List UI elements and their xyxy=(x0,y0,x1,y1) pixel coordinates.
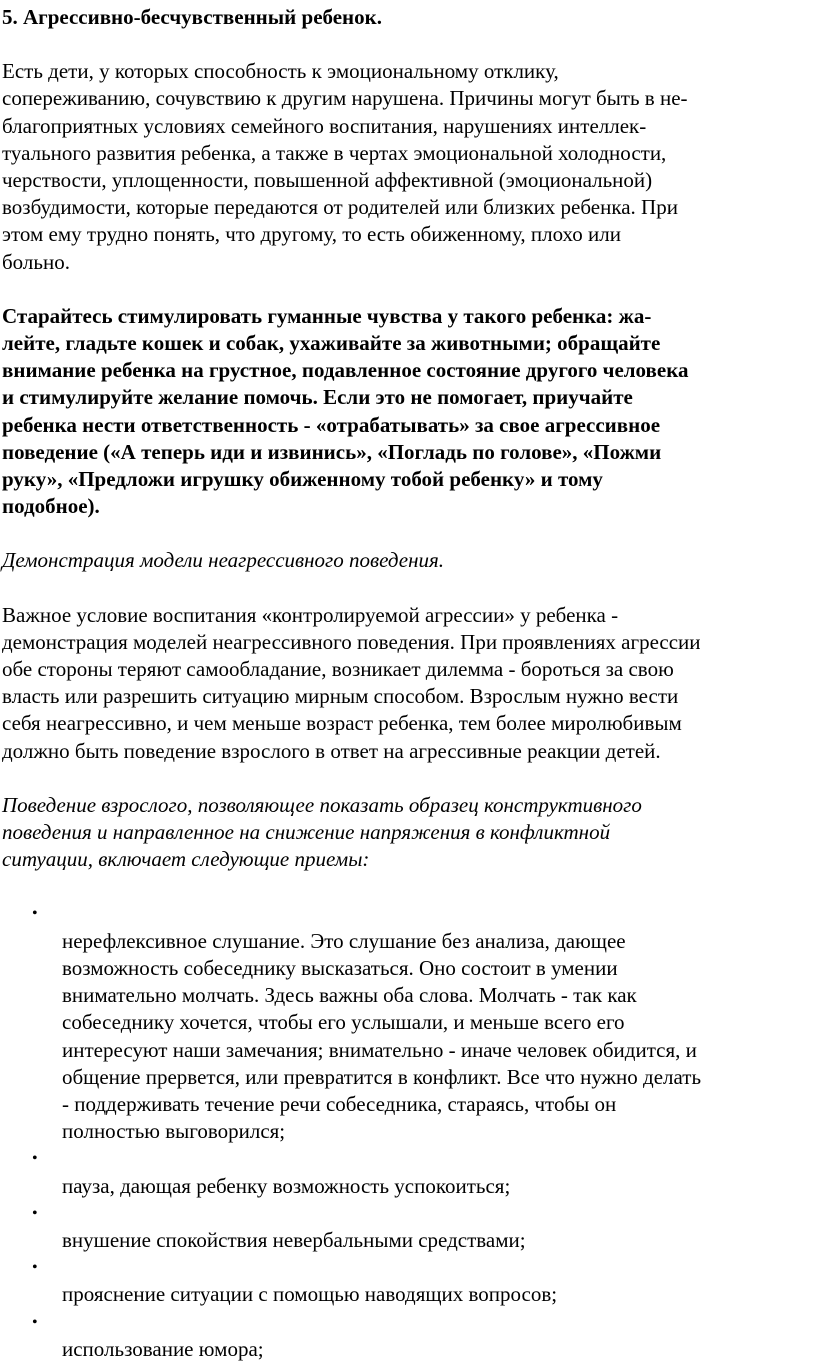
paragraph-recommendation: Старайтесь стимулировать гуманные чувства у такого ребенка: жа- лейте, гладьте кошек и собак, ухаживайте за животными; обращайте внимание ребенка на грустное, подавленное состояние другого человека и стимулируйте желание помочь. Если это не помогает, приучайте ребенка нести ответственность - «отрабатывать» за свое агрессивное поведение («А теперь иди и извинись», «Погладь по голове», «Пожми руку», «Предложи игрушку обиженному тобой ребенку» и тому подобное). xyxy=(2,303,689,519)
techniques-list xyxy=(2,900,810,1362)
paragraph-controlled-aggression: Важное условие воспитания «контролируемой агрессии» у ребенка - демонстрация моделей неагрессивного поведения. При проявлениях агрессии обе стороны теряют самообладание, возникает дилемма - бороться за свою власть или разрешить ситуацию мирным способом. Взрослым нужно вести себя неагрессивно, и чем меньше возраст ребенка, тем более миролюбивым должно быть поведение взрослого в ответ на агрессивные реакции детей. xyxy=(2,602,701,763)
paragraph-intro: Есть дети, у которых способность к эмоциональному отклику, сопереживанию, сочувствию к другим нарушена. Причины могут быть в не- благоприятных условиях семейного воспитания, нарушениях интеллек- туального развития ребенка, а также в чертах эмоциональной холодности, черствости, уплощенности, повышенной аффективной (эмоциональной) возбудимости, которые передаются от родителей или близких ребенка. При этом ему трудно понять, что другому, то есть обиженному, плохо или больно. xyxy=(2,59,688,274)
list-item-text: прояснение ситуации с помощью наводящих вопросов; xyxy=(62,1282,558,1307)
list-item-text: внушение спокойствия невербальными средствами; xyxy=(62,1227,526,1252)
list-item xyxy=(2,1200,810,1254)
bullet-icon: • xyxy=(32,1204,38,1222)
list-item-text: использование юмора; xyxy=(62,1336,264,1361)
list-item xyxy=(2,900,810,1145)
list-item-text: пауза, дающая ребенку возможность успокоиться; xyxy=(62,1173,511,1198)
section-heading: 5. Агрессивно-бесчувственный ребенок. xyxy=(2,5,383,29)
list-item xyxy=(2,1254,810,1308)
list-item-text: нерефлексивное слушание. Это слушание без анализа, дающее возможность собеседнику высказаться. Оно состоит в умении внимательно молчать. Здесь важны оба слова. Молчать - так как собеседнику хочется, чтобы его услышали, и меньше всего его интересуют наши замечания; внимательно - иначе человек обидится, и общение прервется, или превратится в конфликт. Все что нужно делать - поддерживать течение речи собеседника, стараясь, чтобы он полностью выговорился; xyxy=(62,928,702,1144)
subheading-nonaggressive-model: Демонстрация модели неагрессивного поведения. xyxy=(2,548,445,573)
list-item xyxy=(2,1309,810,1363)
bullet-icon: • xyxy=(32,1150,38,1168)
paragraph-adult-behavior: Поведение взрослого, позволяющее показать образец конструктивного поведения и направленное на снижение напряжения в конфликтной ситуации, включает следующие приемы: xyxy=(2,792,642,872)
list-item xyxy=(2,1145,810,1199)
bullet-icon: • xyxy=(32,905,38,923)
bullet-icon: • xyxy=(32,1313,38,1331)
bullet-icon: • xyxy=(32,1259,38,1277)
